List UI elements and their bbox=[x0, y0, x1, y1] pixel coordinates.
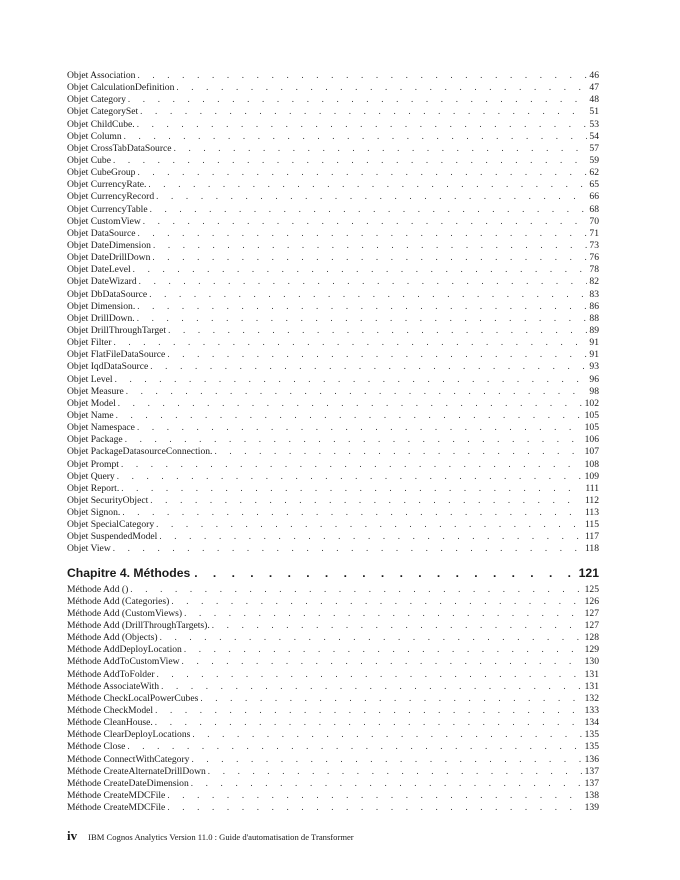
toc-entry-label: Méthode AddToFolder bbox=[67, 668, 155, 680]
dot-leader bbox=[191, 777, 583, 789]
toc-entry-page-number: 113 bbox=[584, 507, 599, 519]
dot-leader bbox=[184, 607, 583, 619]
toc-entry-page-number: 111 bbox=[585, 482, 599, 494]
toc-entry-page-number: 65 bbox=[589, 179, 599, 191]
toc-entry-object[interactable] bbox=[67, 300, 599, 312]
toc-entry-object[interactable] bbox=[67, 105, 599, 117]
toc-entry-method[interactable] bbox=[67, 643, 599, 655]
dot-leader bbox=[137, 118, 588, 130]
toc-entry-label: Objet DateDimension bbox=[67, 239, 151, 251]
toc-entry-label: Objet SpecialCategory bbox=[67, 519, 155, 531]
toc-entry-object[interactable] bbox=[67, 445, 599, 457]
toc-entry-label: Objet CustomView bbox=[67, 215, 141, 227]
dot-leader bbox=[137, 69, 587, 81]
toc-entry-object[interactable] bbox=[67, 288, 599, 300]
dot-leader bbox=[125, 433, 583, 445]
toc-entry-label: Objet Query bbox=[67, 470, 115, 482]
toc-entry-object[interactable] bbox=[67, 530, 599, 542]
toc-entry-object[interactable] bbox=[67, 130, 599, 142]
toc-entry-label: Objet CubeGroup bbox=[67, 167, 136, 179]
dot-leader bbox=[167, 348, 587, 360]
toc-entry-label: Méthode AddDeployLocation bbox=[67, 644, 182, 656]
toc-entry-label: Méthode Close bbox=[67, 741, 126, 753]
dot-leader bbox=[150, 203, 588, 215]
toc-entry-page-number: 86 bbox=[589, 300, 599, 312]
toc-entry-object[interactable] bbox=[67, 166, 599, 178]
dot-leader bbox=[176, 81, 587, 93]
toc-entry-label: Objet DbDataSource bbox=[67, 288, 148, 300]
toc-entry-label: Objet DateLevel bbox=[67, 264, 131, 276]
dot-leader bbox=[139, 275, 588, 287]
toc-entry-label: Objet SuspendedModel bbox=[67, 531, 158, 543]
toc-entry-label: Objet Dimension. bbox=[67, 300, 136, 312]
footer-page-number: iv bbox=[67, 828, 78, 843]
toc-entry-object[interactable] bbox=[67, 373, 599, 385]
dot-leader bbox=[140, 105, 587, 117]
toc-entry-page-number: 130 bbox=[584, 656, 599, 668]
dot-leader bbox=[133, 263, 588, 275]
dot-leader bbox=[143, 215, 588, 227]
toc-entry-page-number: 47 bbox=[589, 82, 599, 94]
dot-leader bbox=[191, 753, 582, 765]
toc-entry-page-number: 71 bbox=[589, 227, 599, 239]
toc-entry-method[interactable] bbox=[67, 692, 599, 704]
toc-entry-page-number: 108 bbox=[584, 458, 599, 470]
dot-leader bbox=[117, 470, 583, 482]
toc-entry-page-number: 133 bbox=[584, 705, 599, 717]
toc-entry-label: Méthode CheckLocalPowerCubes bbox=[67, 692, 199, 704]
toc-entry-label: Méthode Add () bbox=[67, 583, 129, 595]
toc-entry-page-number: 131 bbox=[584, 680, 599, 692]
toc-entry-label: Objet Association bbox=[67, 70, 136, 81]
toc-entry-label: Objet Measure bbox=[67, 385, 124, 397]
toc-entry-label: Objet Prompt bbox=[67, 458, 119, 470]
toc-entry-label: Objet FlatFileDataSource bbox=[67, 349, 166, 361]
toc-entry-object[interactable] bbox=[67, 312, 599, 324]
toc-entry-page-number: 112 bbox=[584, 494, 599, 506]
toc-entry-page-number: 137 bbox=[584, 777, 599, 789]
toc-entry-page-number: 59 bbox=[589, 154, 599, 166]
toc-entry-label: Objet PackageDatasourceConnection. bbox=[67, 446, 213, 458]
toc-entry-label: Objet SecurityObject bbox=[67, 494, 149, 506]
dot-leader bbox=[114, 336, 588, 348]
methods-list bbox=[67, 583, 599, 814]
dot-leader bbox=[137, 421, 583, 433]
dot-leader bbox=[124, 130, 588, 142]
toc-entry-page-number: 78 bbox=[589, 264, 599, 276]
toc-entry-label: Objet DateWizard bbox=[67, 276, 137, 288]
toc-entry-method[interactable] bbox=[67, 728, 599, 740]
dot-leader bbox=[121, 482, 583, 494]
toc-entry-page-number: 62 bbox=[589, 167, 599, 179]
dot-leader bbox=[167, 789, 582, 801]
dot-leader bbox=[155, 716, 583, 728]
toc-entry-label: Objet Name bbox=[67, 409, 114, 421]
toc-entry-method[interactable] bbox=[67, 740, 599, 752]
toc-entry-object[interactable] bbox=[67, 518, 599, 530]
dot-leader bbox=[155, 704, 583, 716]
toc-entry-label: Méthode AssociateWith bbox=[67, 680, 160, 692]
toc-entry-label: Méthode CreateMDCFile bbox=[67, 802, 166, 814]
dot-leader bbox=[161, 680, 583, 692]
chapter-title: Chapitre 4. Méthodes bbox=[67, 565, 191, 580]
toc-entry-method[interactable] bbox=[67, 655, 599, 667]
toc-entry-page-number: 51 bbox=[589, 106, 599, 118]
toc-entry-label: Méthode CreateMDCFile bbox=[67, 790, 166, 802]
toc-entry-object[interactable] bbox=[67, 348, 599, 360]
toc-entry-page-number: 109 bbox=[584, 470, 599, 482]
dot-leader bbox=[122, 506, 583, 518]
toc-entry-label: Objet ChildCube. bbox=[67, 118, 135, 130]
toc-entry-method[interactable] bbox=[67, 716, 599, 728]
toc-entry-object[interactable] bbox=[67, 409, 599, 421]
dot-leader bbox=[148, 178, 587, 190]
toc-entry-label: Méthode CheckModel bbox=[67, 705, 154, 717]
toc-entry-method[interactable] bbox=[67, 753, 599, 765]
dot-leader bbox=[192, 728, 582, 740]
toc-entry-page-number: 48 bbox=[589, 94, 599, 106]
toc-entry-object[interactable] bbox=[67, 215, 599, 227]
toc-entry-label: Objet Cube bbox=[67, 154, 111, 166]
toc-entry-label: Méthode Add (Categories) bbox=[67, 595, 170, 607]
toc-entry-label: Méthode CreateAlternateDrillDown bbox=[67, 765, 206, 777]
toc-entry-label: Méthode CleanHouse. bbox=[67, 717, 153, 729]
toc-entry-method[interactable] bbox=[67, 607, 599, 619]
toc-entry-page-number: 73 bbox=[589, 239, 599, 251]
toc-entry-method[interactable] bbox=[67, 680, 599, 692]
toc-entry-method[interactable] bbox=[67, 789, 599, 801]
toc-entry-page-number: 76 bbox=[589, 252, 599, 264]
toc-entry-page-number: 126 bbox=[584, 595, 599, 607]
dot-leader bbox=[113, 542, 583, 554]
chapter-page-number: 121 bbox=[578, 565, 599, 580]
toc-entry-page-number: 107 bbox=[584, 446, 599, 458]
toc-entry-object[interactable] bbox=[67, 470, 599, 482]
dot-leader bbox=[115, 373, 588, 385]
toc-entry-page-number: 136 bbox=[584, 753, 599, 765]
toc-entry-page-number: 118 bbox=[584, 543, 599, 555]
toc-entry-method[interactable] bbox=[67, 631, 599, 643]
objects-list bbox=[67, 69, 599, 555]
toc-entry-label: Objet CurrencyRecord bbox=[67, 191, 155, 203]
toc-entry-page-number: 139 bbox=[584, 802, 599, 814]
footer-title: IBM Cognos Analytics Version 11.0 : Guide d'automatisation de Transformer bbox=[88, 832, 354, 842]
toc-entry-method[interactable] bbox=[67, 765, 599, 777]
toc-entry-object[interactable] bbox=[67, 421, 599, 433]
toc-entry-object[interactable] bbox=[67, 251, 599, 263]
toc-entry-page-number: 138 bbox=[584, 790, 599, 802]
dot-leader bbox=[137, 166, 587, 178]
toc-entry-object[interactable] bbox=[67, 385, 599, 397]
toc-entry-label: Objet DateDrillDown bbox=[67, 252, 151, 264]
dot-leader bbox=[127, 740, 582, 752]
dot-leader bbox=[208, 765, 583, 777]
toc-entry-label: Objet View bbox=[67, 543, 111, 555]
dot-leader bbox=[156, 518, 583, 530]
toc-entry-page-number: 68 bbox=[589, 203, 599, 215]
toc-entry-method[interactable] bbox=[67, 619, 599, 631]
dot-leader bbox=[121, 458, 583, 470]
dot-leader bbox=[149, 288, 587, 300]
toc-entry-page-number: 135 bbox=[584, 729, 599, 741]
page-footer bbox=[67, 828, 599, 844]
dot-leader bbox=[113, 154, 587, 166]
dot-leader bbox=[153, 239, 587, 251]
toc-entry-object[interactable] bbox=[67, 69, 599, 81]
toc-entry-label: Objet IqdDataSource bbox=[67, 361, 149, 373]
dot-leader bbox=[184, 643, 583, 655]
dot-leader bbox=[128, 93, 588, 105]
toc-entry-label: Méthode Add (DrillThroughTargets). bbox=[67, 620, 210, 632]
toc-entry-label: Méthode ClearDeployLocations bbox=[67, 729, 191, 741]
toc-entry-page-number: 134 bbox=[584, 717, 599, 729]
toc-entry-object[interactable] bbox=[67, 227, 599, 239]
dot-leader bbox=[159, 530, 583, 542]
toc-entry-method[interactable] bbox=[67, 801, 599, 813]
toc-entry-object[interactable] bbox=[67, 324, 599, 336]
toc-entry-label: Méthode ConnectWithCategory bbox=[67, 753, 190, 765]
toc-entry-page-number: 132 bbox=[584, 692, 599, 704]
dot-leader bbox=[182, 655, 583, 667]
toc-entry-page-number: 88 bbox=[589, 312, 599, 324]
toc-entry-label: Objet DrillThroughTarget bbox=[67, 324, 167, 336]
toc-entry-page-number: 131 bbox=[584, 668, 599, 680]
toc-entry-label: Objet CalculationDefinition bbox=[67, 82, 175, 94]
toc-entry-page-number: 125 bbox=[584, 583, 599, 595]
toc-entry-method[interactable] bbox=[67, 595, 599, 607]
dot-leader bbox=[160, 631, 583, 643]
dot-leader bbox=[156, 190, 587, 202]
toc-entry-label: Objet Namespace bbox=[67, 422, 135, 434]
toc-entry-object[interactable] bbox=[67, 154, 599, 166]
toc-entry-label: Objet Column bbox=[67, 130, 122, 142]
toc-entry-object[interactable] bbox=[67, 542, 599, 554]
toc-entry-page-number: 115 bbox=[584, 519, 599, 531]
dot-leader bbox=[137, 300, 587, 312]
toc-entry-object[interactable] bbox=[67, 482, 599, 494]
dot-leader bbox=[194, 566, 575, 581]
toc-entry-page-number: 83 bbox=[589, 288, 599, 300]
toc-entry-page-number: 102 bbox=[584, 397, 599, 409]
toc-entry-page-number: 137 bbox=[584, 765, 599, 777]
dot-leader bbox=[200, 692, 582, 704]
toc-entry-object[interactable] bbox=[67, 203, 599, 215]
dot-leader bbox=[174, 142, 588, 154]
toc-entry-label: Objet CategorySet bbox=[67, 106, 139, 118]
toc-entry-page-number: 98 bbox=[589, 385, 599, 397]
toc-entry-object[interactable] bbox=[67, 275, 599, 287]
dot-leader bbox=[171, 595, 582, 607]
toc-entry-object[interactable] bbox=[67, 433, 599, 445]
toc-entry-label: Objet Category bbox=[67, 94, 126, 106]
dot-leader bbox=[167, 801, 582, 813]
toc-entry-page-number: 82 bbox=[589, 276, 599, 288]
toc-entry-object[interactable] bbox=[67, 190, 599, 202]
dot-leader bbox=[214, 445, 582, 457]
toc-entry-label: Objet Filter bbox=[67, 337, 112, 349]
toc-entry-label: Objet DataSource bbox=[67, 227, 136, 239]
toc-entry-label: Objet CurrencyTable bbox=[67, 203, 148, 215]
toc-entry-page-number: 53 bbox=[589, 118, 599, 130]
toc-entry-label: Objet DrillDown. bbox=[67, 312, 135, 324]
toc-entry-page-number: 127 bbox=[584, 607, 599, 619]
toc-entry-label: Objet Level bbox=[67, 373, 113, 385]
dot-leader bbox=[168, 324, 587, 336]
toc-entry-label: Objet Package bbox=[67, 434, 123, 446]
toc-entry-object[interactable] bbox=[67, 93, 599, 105]
toc-entry-object[interactable] bbox=[67, 458, 599, 470]
toc-entry-page-number: 129 bbox=[584, 644, 599, 656]
dot-leader bbox=[150, 494, 583, 506]
toc-entry-label: Objet Report. bbox=[67, 482, 120, 494]
toc-entry-method[interactable] bbox=[67, 777, 599, 789]
toc-entry-object[interactable] bbox=[67, 118, 599, 130]
toc-entry-page-number: 89 bbox=[589, 324, 599, 336]
toc-entry-page-number: 91 bbox=[589, 337, 599, 349]
dot-leader bbox=[126, 385, 588, 397]
toc-entry-label: Méthode AddToCustomView bbox=[67, 656, 180, 668]
dot-leader bbox=[157, 668, 583, 680]
toc-entry-page-number: 105 bbox=[584, 422, 599, 434]
dot-leader bbox=[150, 360, 587, 372]
toc-entry-page-number: 46 bbox=[589, 70, 599, 81]
toc-entry-page-number: 127 bbox=[584, 620, 599, 632]
toc-entry-page-number: 54 bbox=[589, 130, 599, 142]
toc-entry-page-number: 57 bbox=[589, 142, 599, 154]
toc-entry-method[interactable] bbox=[67, 668, 599, 680]
toc-entry-label: Objet CurrencyRate. bbox=[67, 179, 147, 191]
toc-entry-object[interactable] bbox=[67, 336, 599, 348]
toc-entry-label: Méthode Add (CustomViews) bbox=[67, 607, 183, 619]
dot-leader bbox=[137, 227, 587, 239]
chapter-heading[interactable] bbox=[67, 566, 599, 581]
toc-entry-object[interactable] bbox=[67, 506, 599, 518]
toc-entry-object[interactable] bbox=[67, 142, 599, 154]
toc-entry-label: Objet Model bbox=[67, 397, 116, 409]
dot-leader bbox=[212, 619, 583, 631]
toc-entry-method[interactable] bbox=[67, 583, 599, 595]
toc-entry-page-number: 105 bbox=[584, 409, 599, 421]
toc-entry-object[interactable] bbox=[67, 178, 599, 190]
toc-entry-label: Objet Signon. bbox=[67, 507, 121, 519]
toc-entry-page-number: 128 bbox=[584, 632, 599, 644]
toc-entry-page-number: 96 bbox=[589, 373, 599, 385]
dot-leader bbox=[130, 583, 582, 595]
dot-leader bbox=[118, 397, 583, 409]
toc-entry-object[interactable] bbox=[67, 239, 599, 251]
toc-entry-method[interactable] bbox=[67, 704, 599, 716]
toc-entry-page-number: 93 bbox=[589, 361, 599, 373]
toc-entry-page-number: 70 bbox=[589, 215, 599, 227]
toc-entry-label: Méthode Add (Objects) bbox=[67, 632, 158, 644]
dot-leader bbox=[152, 251, 587, 263]
toc-entry-page-number: 91 bbox=[589, 349, 599, 361]
table-of-contents bbox=[67, 69, 599, 813]
toc-entry-object[interactable] bbox=[67, 397, 599, 409]
toc-entry-object[interactable] bbox=[67, 360, 599, 372]
toc-entry-object[interactable] bbox=[67, 81, 599, 93]
toc-entry-page-number: 106 bbox=[584, 434, 599, 446]
dot-leader bbox=[137, 312, 588, 324]
toc-entry-page-number: 135 bbox=[584, 741, 599, 753]
toc-entry-object[interactable] bbox=[67, 263, 599, 275]
toc-entry-page-number: 66 bbox=[589, 191, 599, 203]
toc-entry-page-number: 117 bbox=[584, 531, 599, 543]
dot-leader bbox=[116, 409, 583, 421]
toc-entry-label: Objet CrossTabDataSource bbox=[67, 142, 172, 154]
toc-entry-label: Méthode CreateDateDimension bbox=[67, 777, 189, 789]
toc-entry-object[interactable] bbox=[67, 494, 599, 506]
